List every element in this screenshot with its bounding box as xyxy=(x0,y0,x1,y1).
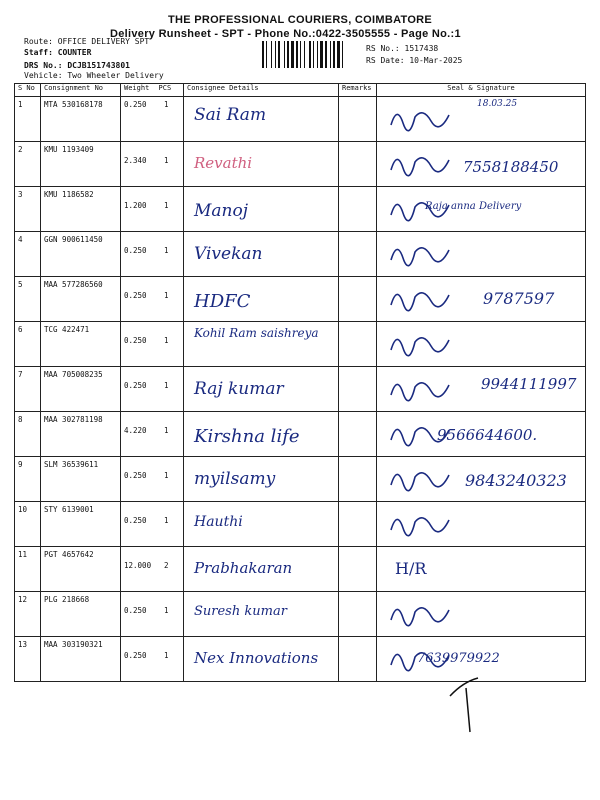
pen-stroke xyxy=(448,676,488,736)
barcode-bar xyxy=(342,41,343,68)
weight-value: 0.250 xyxy=(124,246,147,255)
signature-cell xyxy=(377,142,586,187)
signature-note: 7639979922 xyxy=(417,651,500,666)
signature-cell xyxy=(377,592,586,637)
signature-cell xyxy=(377,547,586,592)
remarks-cell xyxy=(339,457,377,502)
remarks-cell xyxy=(339,187,377,232)
pcs-value: 1 xyxy=(164,201,169,210)
signature-cell xyxy=(377,637,586,682)
pcs-value: 1 xyxy=(164,651,169,660)
weight-value: 0.250 xyxy=(124,471,147,480)
consignee-cell xyxy=(184,502,339,547)
signature-scribble xyxy=(387,328,457,358)
col-seal: Seal & Signature xyxy=(377,84,586,97)
consignment-number: MAA 303190321 xyxy=(41,637,121,682)
serial-number: 5 xyxy=(15,277,41,322)
barcode-bar xyxy=(320,41,323,68)
weight-pcs-cell xyxy=(121,187,184,232)
remarks-cell xyxy=(339,637,377,682)
consignment-number: SLM 36539611 xyxy=(41,457,121,502)
col-weight-pcs xyxy=(121,84,184,97)
serial-number: 3 xyxy=(15,187,41,232)
table-row xyxy=(15,502,586,547)
weight-pcs-cell xyxy=(121,412,184,457)
pcs-value: 1 xyxy=(164,246,169,255)
barcode-bar xyxy=(275,41,276,68)
signature-scribble xyxy=(387,283,457,313)
signature-cell xyxy=(377,277,586,322)
consignment-number: MAA 302781198 xyxy=(41,412,121,457)
signature-cell xyxy=(377,322,586,367)
serial-number: 2 xyxy=(15,142,41,187)
consignment-number: MAA 705008235 xyxy=(41,367,121,412)
weight-pcs-cell xyxy=(121,277,184,322)
signature-note: 9787597 xyxy=(483,289,555,308)
table-row xyxy=(15,457,586,502)
consignee-name: Prabhakaran xyxy=(194,559,293,577)
signature-note: 9944111997 xyxy=(481,375,577,393)
weight-pcs-cell xyxy=(121,592,184,637)
signature-note: 7558188450 xyxy=(463,158,559,176)
col-consignee: Consignee Details xyxy=(184,84,339,97)
signature-scribble xyxy=(387,238,457,268)
table-row xyxy=(15,547,586,592)
signature-cell xyxy=(377,457,586,502)
signature-note: 18.03.25 xyxy=(477,99,518,109)
vehicle-label: Vehicle: Two Wheeler Delivery xyxy=(24,71,164,80)
consignment-number: KMU 1193409 xyxy=(41,142,121,187)
consignee-name: Raj kumar xyxy=(194,379,284,399)
consignment-number: MTA 530168178 xyxy=(41,97,121,142)
remarks-cell xyxy=(339,547,377,592)
serial-number: 11 xyxy=(15,547,41,592)
consignee-name: Kohil Ram saishreya xyxy=(194,326,319,340)
barcode-bar xyxy=(262,41,264,68)
consignment-number: KMU 1186582 xyxy=(41,187,121,232)
consignee-cell xyxy=(184,367,339,412)
consignee-name: Suresh kumar xyxy=(194,604,287,619)
signature-scribble xyxy=(387,598,457,628)
route-label: Route: OFFICE DELIVERY SPT xyxy=(24,37,150,46)
remarks-cell xyxy=(339,367,377,412)
table-row xyxy=(15,277,586,322)
remarks-cell xyxy=(339,142,377,187)
barcode-bar xyxy=(325,41,327,68)
rs-date: RS Date: 10-Mar-2025 xyxy=(366,56,463,65)
consignee-cell xyxy=(184,547,339,592)
table-header-row xyxy=(15,84,586,97)
signature-cell xyxy=(377,412,586,457)
consignee-name: HDFC xyxy=(194,291,251,312)
barcode-bar xyxy=(300,41,301,68)
barcode-bar xyxy=(266,41,267,68)
weight-pcs-cell xyxy=(121,457,184,502)
consignment-number: PGT 4657642 xyxy=(41,547,121,592)
consignment-number: MAA 577286560 xyxy=(41,277,121,322)
weight-pcs-cell xyxy=(121,367,184,412)
weight-value: 0.250 xyxy=(124,651,147,660)
table-row xyxy=(15,412,586,457)
weight-value: 0.250 xyxy=(124,291,147,300)
barcode-bar xyxy=(333,41,335,68)
barcode-bar xyxy=(304,41,305,68)
remarks-cell xyxy=(339,412,377,457)
signature-scribble xyxy=(387,148,457,178)
pcs-value: 1 xyxy=(164,291,169,300)
pcs-value: 1 xyxy=(164,336,169,345)
rs-number: RS No.: 1517438 xyxy=(366,44,439,53)
consignee-name: Sai Ram xyxy=(194,105,267,125)
table-row xyxy=(15,232,586,277)
barcode-bar xyxy=(337,41,340,68)
serial-number: 13 xyxy=(15,637,41,682)
pcs-value: 1 xyxy=(164,381,169,390)
signature-cell xyxy=(377,232,586,277)
weight-value: 0.250 xyxy=(124,606,147,615)
sheet-title: Delivery Runsheet - SPT - Phone No.:0422-3505555 - Page No.:1 xyxy=(110,28,461,40)
serial-number: 1 xyxy=(15,97,41,142)
pcs-value: 1 xyxy=(164,100,169,109)
barcode-bar xyxy=(317,41,318,68)
barcode-bar xyxy=(278,41,280,68)
pcs-value: 2 xyxy=(164,561,169,570)
consignment-number: GGN 900611450 xyxy=(41,232,121,277)
weight-value: 0.250 xyxy=(124,336,147,345)
remarks-cell xyxy=(339,232,377,277)
signature-scribble xyxy=(387,373,457,403)
table-row xyxy=(15,637,586,682)
consignee-cell xyxy=(184,412,339,457)
weight-pcs-cell xyxy=(121,322,184,367)
barcode-bar xyxy=(296,41,298,68)
consignee-name: Nex Innovations xyxy=(194,649,319,667)
col-sno: S No xyxy=(15,84,41,97)
serial-number: 12 xyxy=(15,592,41,637)
weight-value: 1.200 xyxy=(124,201,147,210)
consignee-name: Manoj xyxy=(194,201,248,221)
signature-scribble xyxy=(387,463,457,493)
pcs-value: 1 xyxy=(164,471,169,480)
weight-value: 12.000 xyxy=(124,561,152,570)
weight-value: 0.250 xyxy=(124,516,147,525)
consignment-number: TCG 422471 xyxy=(41,322,121,367)
table-row xyxy=(15,97,586,142)
serial-number: 6 xyxy=(15,322,41,367)
barcode-bar xyxy=(291,41,294,68)
remarks-cell xyxy=(339,502,377,547)
signature-note: 9843240323 xyxy=(465,471,567,490)
barcode-bar xyxy=(313,41,314,68)
consignee-cell xyxy=(184,637,339,682)
table-row xyxy=(15,142,586,187)
table-row xyxy=(15,592,586,637)
remarks-cell xyxy=(339,97,377,142)
col-remarks: Remarks xyxy=(339,84,377,97)
barcode xyxy=(262,41,360,68)
consignee-cell xyxy=(184,457,339,502)
weight-pcs-cell xyxy=(121,547,184,592)
pcs-value: 1 xyxy=(164,156,169,165)
company-name: THE PROFESSIONAL COURIERS, COIMBATORE xyxy=(167,14,433,26)
consignee-name: Revathi xyxy=(194,154,253,172)
weight-pcs-cell xyxy=(121,142,184,187)
consignee-cell xyxy=(184,142,339,187)
pcs-value: 1 xyxy=(164,516,169,525)
consignee-name: myilsamy xyxy=(194,469,276,489)
signature-cell xyxy=(377,502,586,547)
consignee-cell xyxy=(184,592,339,637)
weight-pcs-cell xyxy=(121,502,184,547)
barcode-bar xyxy=(309,41,311,68)
signature-note: 9566644600. xyxy=(437,426,538,444)
signature-scribble xyxy=(387,103,457,133)
pcs-value: 1 xyxy=(164,426,169,435)
signature-scribble xyxy=(387,508,457,538)
weight-value: 4.220 xyxy=(124,426,147,435)
serial-number: 7 xyxy=(15,367,41,412)
table-row xyxy=(15,187,586,232)
pcs-value: 1 xyxy=(164,606,169,615)
col-pcs: PCS xyxy=(158,84,172,92)
barcode-bar xyxy=(287,41,289,68)
weight-value: 2.340 xyxy=(124,156,147,165)
signature-cell xyxy=(377,97,586,142)
serial-number: 10 xyxy=(15,502,41,547)
consignee-cell xyxy=(184,322,339,367)
col-consignment: Consignment No xyxy=(41,84,121,97)
consignee-name: Vivekan xyxy=(194,244,263,264)
weight-pcs-cell xyxy=(121,637,184,682)
weight-pcs-cell xyxy=(121,232,184,277)
table-row xyxy=(15,367,586,412)
col-weight: Weight xyxy=(124,84,150,92)
weight-value: 0.250 xyxy=(124,381,147,390)
weight-pcs-cell xyxy=(121,97,184,142)
signature-note: Raja anna Delivery xyxy=(425,201,522,212)
signature-cell xyxy=(377,367,586,412)
staff-label: Staff: COUNTER xyxy=(24,48,92,57)
signature-note: H/R xyxy=(395,559,427,578)
drs-number: DRS No.: DCJB151743801 xyxy=(24,61,130,70)
consignee-name: Kirshna life xyxy=(194,426,300,447)
consignee-cell xyxy=(184,97,339,142)
consignee-name: Hauthi xyxy=(194,514,243,530)
remarks-cell xyxy=(339,322,377,367)
consignee-cell xyxy=(184,277,339,322)
runsheet-table xyxy=(14,83,586,682)
signature-cell xyxy=(377,187,586,232)
barcode-bar xyxy=(271,41,272,68)
consignee-cell xyxy=(184,187,339,232)
serial-number: 8 xyxy=(15,412,41,457)
weight-value: 0.250 xyxy=(124,100,147,109)
table-row xyxy=(15,322,586,367)
barcode-bar xyxy=(330,41,331,68)
consignee-cell xyxy=(184,232,339,277)
consignment-number: PLG 218668 xyxy=(41,592,121,637)
barcode-bar xyxy=(284,41,285,68)
consignment-number: STY 6139001 xyxy=(41,502,121,547)
serial-number: 4 xyxy=(15,232,41,277)
remarks-cell xyxy=(339,277,377,322)
remarks-cell xyxy=(339,592,377,637)
serial-number: 9 xyxy=(15,457,41,502)
